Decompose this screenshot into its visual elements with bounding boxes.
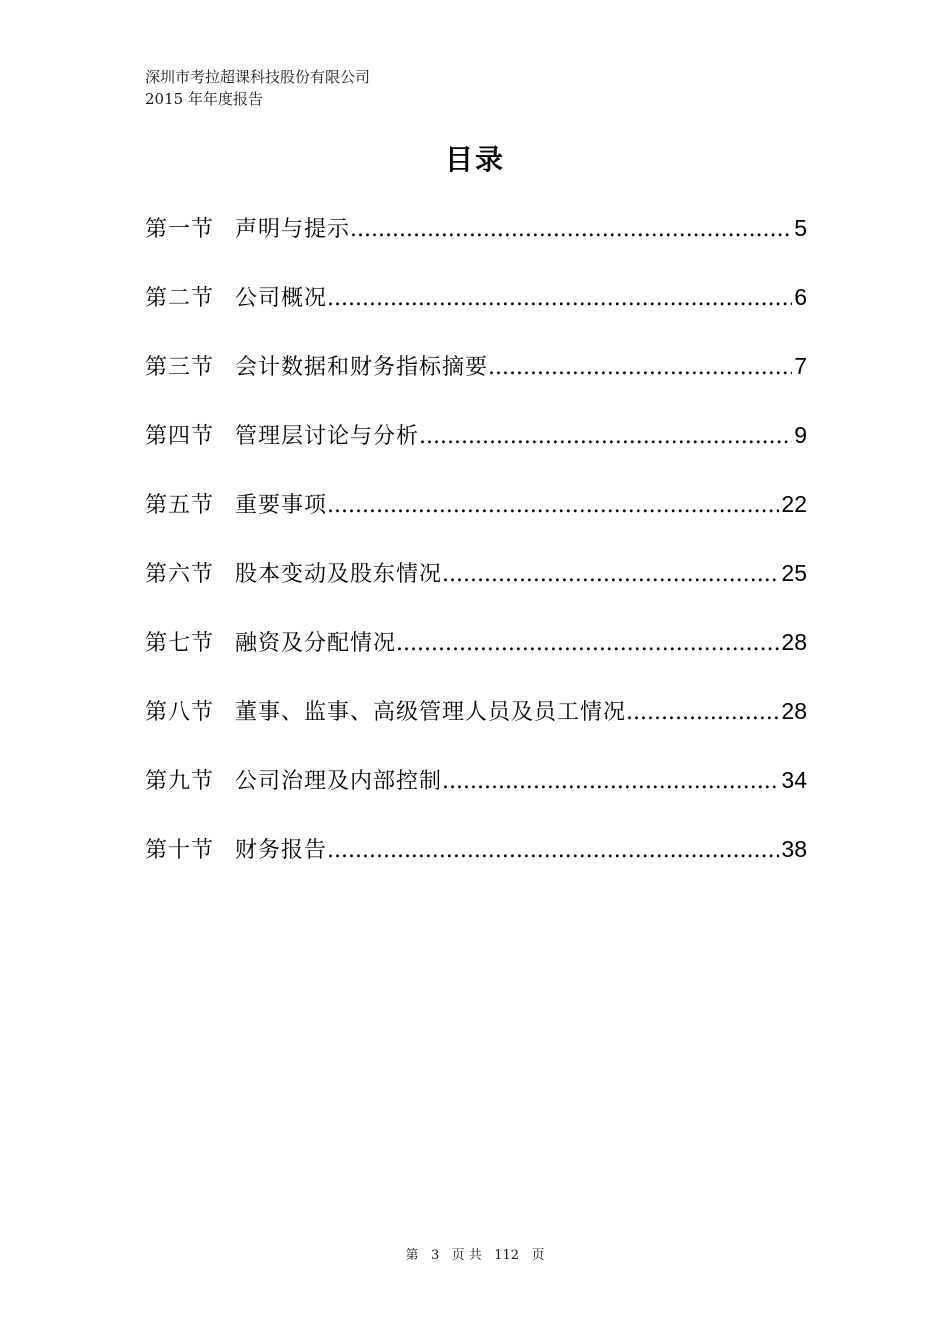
toc-dot-leader bbox=[626, 695, 779, 731]
toc-page-number: 38 bbox=[781, 836, 807, 862]
toc-section-title: 公司概况 bbox=[235, 286, 328, 311]
toc-section-number: 第一节 bbox=[145, 217, 215, 242]
toc-section-title: 财务报告 bbox=[235, 838, 328, 863]
toc-dot-leader bbox=[327, 281, 792, 317]
toc-entry-8[interactable] bbox=[145, 693, 807, 762]
toc-section-title: 会计数据和财务指标摘要 bbox=[235, 355, 489, 380]
toc-entry-10[interactable] bbox=[145, 831, 807, 900]
toc-page-number: 34 bbox=[781, 767, 807, 793]
toc-page-number: 28 bbox=[781, 698, 807, 724]
toc-section-number: 第二节 bbox=[145, 286, 215, 311]
toc-entry-6[interactable] bbox=[145, 555, 807, 624]
toc-section-title: 董事、监事、高级管理人员及员工情况 bbox=[235, 700, 627, 725]
toc-dot-leader bbox=[488, 350, 792, 386]
toc-page-number: 25 bbox=[781, 560, 807, 586]
toc-section-number: 第四节 bbox=[145, 424, 215, 449]
toc-section-title: 公司治理及内部控制 bbox=[235, 769, 443, 794]
toc-page-number: 28 bbox=[781, 629, 807, 655]
toc-section-number: 第三节 bbox=[145, 355, 215, 380]
toc-entry-9[interactable] bbox=[145, 762, 807, 831]
toc-entry-3[interactable] bbox=[145, 348, 807, 417]
toc-section-number: 第八节 bbox=[145, 700, 215, 725]
toc-dot-leader bbox=[442, 764, 779, 800]
footer-current-page: 3 bbox=[430, 1248, 440, 1263]
toc-title: 目录 bbox=[444, 143, 505, 176]
toc-page-number: 6 bbox=[794, 284, 807, 310]
toc-dot-leader bbox=[419, 419, 792, 455]
toc-page-number: 7 bbox=[794, 353, 807, 379]
toc-section-number: 第九节 bbox=[145, 769, 215, 794]
toc-page-number: 22 bbox=[781, 491, 807, 517]
toc-dot-leader bbox=[327, 833, 779, 869]
table-of-contents bbox=[145, 210, 807, 900]
toc-entry-7[interactable] bbox=[145, 624, 807, 693]
footer-total-pages: 112 bbox=[494, 1248, 520, 1263]
toc-dot-leader bbox=[327, 488, 779, 524]
toc-section-number: 第五节 bbox=[145, 493, 215, 518]
page-header bbox=[145, 66, 370, 110]
toc-section-title: 融资及分配情况 bbox=[235, 631, 397, 656]
page-footer bbox=[0, 1247, 950, 1265]
toc-section-title: 管理层讨论与分析 bbox=[235, 424, 420, 449]
toc-dot-leader bbox=[396, 626, 779, 662]
company-name: 深圳市考拉超课科技股份有限公司 bbox=[145, 68, 371, 86]
toc-entry-4[interactable] bbox=[145, 417, 807, 486]
footer-middle: 页 共 bbox=[451, 1248, 482, 1263]
toc-dot-leader bbox=[350, 212, 792, 248]
toc-section-number: 第十节 bbox=[145, 838, 215, 863]
toc-entry-1[interactable] bbox=[145, 210, 807, 279]
toc-section-title: 声明与提示 bbox=[235, 217, 351, 242]
toc-section-title: 重要事项 bbox=[235, 493, 328, 518]
footer-prefix: 第 bbox=[405, 1248, 419, 1263]
toc-section-title: 股本变动及股东情况 bbox=[235, 562, 443, 587]
toc-page-number: 5 bbox=[794, 215, 807, 241]
toc-dot-leader bbox=[442, 557, 779, 593]
footer-suffix: 页 bbox=[531, 1248, 545, 1263]
report-name: 2015 年年度报告 bbox=[145, 90, 263, 108]
toc-section-number: 第七节 bbox=[145, 631, 215, 656]
toc-entry-5[interactable] bbox=[145, 486, 807, 555]
toc-page-number: 9 bbox=[794, 422, 807, 448]
toc-entry-2[interactable] bbox=[145, 279, 807, 348]
toc-section-number: 第六节 bbox=[145, 562, 215, 587]
